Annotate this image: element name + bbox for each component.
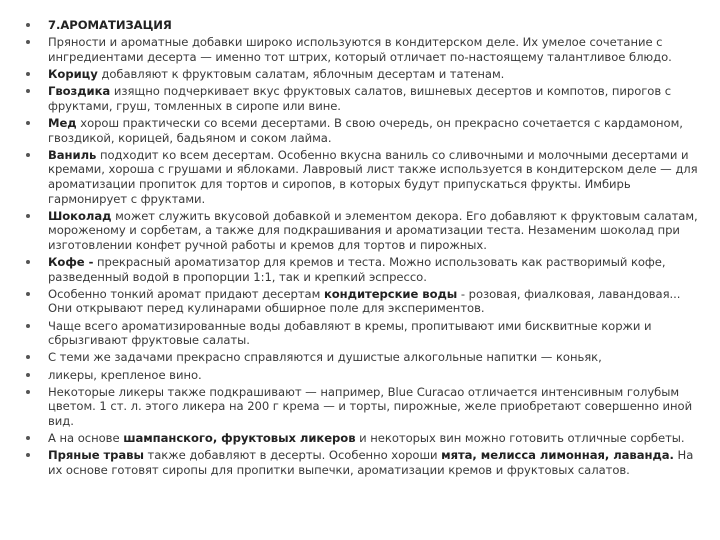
bullet-item [22,255,702,284]
bullet-item [22,84,702,113]
text: прекрасный ароматизатор для кремов и теста. Можно использовать как растворимый кофе, разведенный водой в пропорции 1:1, так и крепкий эспрессо. [48,255,666,284]
bold-text: кондитерские воды [323,286,458,301]
text: Некоторые ликеры также подкрашивают — например, Blue Curacao отличается интенсивным голубым цветом. 1 ст. л. этого ликера на 200 г крема — и торты, пирожные, желе приобретают совершенно иной вид. [48,384,693,428]
bullet-item [22,287,702,316]
text: А на основе [48,431,124,446]
bold-text: Мед [48,115,77,130]
bullet-item [22,385,702,429]
bullet-item [22,116,702,145]
bullet-dot-icon [26,214,30,218]
text: хорош практически со всеми десертами. В свою очередь, он прекрасно сочетается с кардамоном, гвоздикой, корицей, бадьяном и соком лайма. [48,115,683,145]
bullet-item [22,18,702,33]
bold-text: Ваниль [48,147,97,162]
text: изящно подчеркивает вкус фруктовых салатов, вишневых десертов и компотов, пирогов с фруктами, груш, томленных в сиропе или вине. [48,84,672,113]
bullet-dot-icon [26,324,30,328]
text: С теми же задачами прекрасно справляются и душистые алкогольные напитки — коньяк, [48,350,602,365]
bullet-dot-icon [26,153,30,157]
bullet-item [22,431,702,446]
bullet-dot-icon [26,355,30,359]
text: также добавляют в десерты. Особенно хороши [143,448,442,463]
bold-text: Кофе - [48,255,94,270]
bullet-item [22,350,702,365]
bold-text: 7.АРОМАТИЗАЦИЯ [48,18,172,32]
bullet-item [22,67,702,82]
bold-text: Пряные травы [48,448,144,463]
text: может служить вкусовой добавкой и элементом декора. Его добавляют к фруктовым салатам, мороженому и сорбетам, а также для подкрашивания и ароматизации теста. Незаменим шоколад при изготовлении конфет ручной работы и кремов для тортов и пирожных. [48,208,698,252]
text: ликеры, крепленое вино. [48,367,202,382]
bullet-dot-icon [26,72,30,76]
bullet-item [22,209,702,253]
bold-text: шампанского, фруктовых ликеров [123,431,356,446]
bullet-dot-icon [26,390,30,394]
text: и некоторых вин можно готовить отличные сорбеты. [355,431,685,446]
bullet-item [22,448,702,477]
bold-text: Корицу [48,66,98,81]
bold-text: Гвоздика [48,84,111,99]
text: добавляют к фруктовым салатам, яблочным десертам и татенам. [97,66,505,81]
bullet-item [22,319,702,348]
text: Пряности и ароматные добавки широко используются в кондитерском деле. Их умелое сочетание с ингредиентами десерта — именно тот штрих, который отличает по-настоящему талантливое блюдо. [48,35,672,64]
bullet-item [22,148,702,206]
text: Чаще всего ароматизированные воды добавляют в кремы, пропитывают ими бисквитные коржи и сбрызгивают фруктовые салаты. [48,318,652,348]
bullet-item [22,368,702,383]
text: подходит ко всем десертам. Особенно вкусна ваниль со сливочными и молочными десертами и кремами, хороша с грушами и яблоками. Лавровый лист также используется в кондитерском деле — для ароматизации пропиток для тортов и сиропов, в которых будут припускаться фрукты. Имбирь гармонирует с фруктами. [48,147,698,206]
bold-text: Шоколад [48,208,112,223]
bullet-dot-icon [26,40,30,44]
text: Особенно тонкий аромат придают десертам [48,286,324,301]
text: - розовая, фиалковая, лавандовая... Они открывают перед кулинарами обширное поле для экспериментов. [48,286,681,316]
bullet-item [22,35,702,64]
bold-text: мята, мелисса лимонная, лаванда. [441,448,674,463]
bullet-dot-icon [26,436,30,440]
bullet-dot-icon [26,373,30,377]
bullet-list [22,18,702,480]
bullet-dot-icon [26,453,30,457]
bullet-dot-icon [26,121,30,125]
text: На их основе готовят сиропы для пропитки выпечки, ароматизации кремов и фруктовых салатов. [48,448,694,477]
bullet-dot-icon [26,23,30,27]
bullet-dot-icon [26,260,30,264]
bullet-dot-icon [26,292,30,296]
bullet-dot-icon [26,89,30,93]
